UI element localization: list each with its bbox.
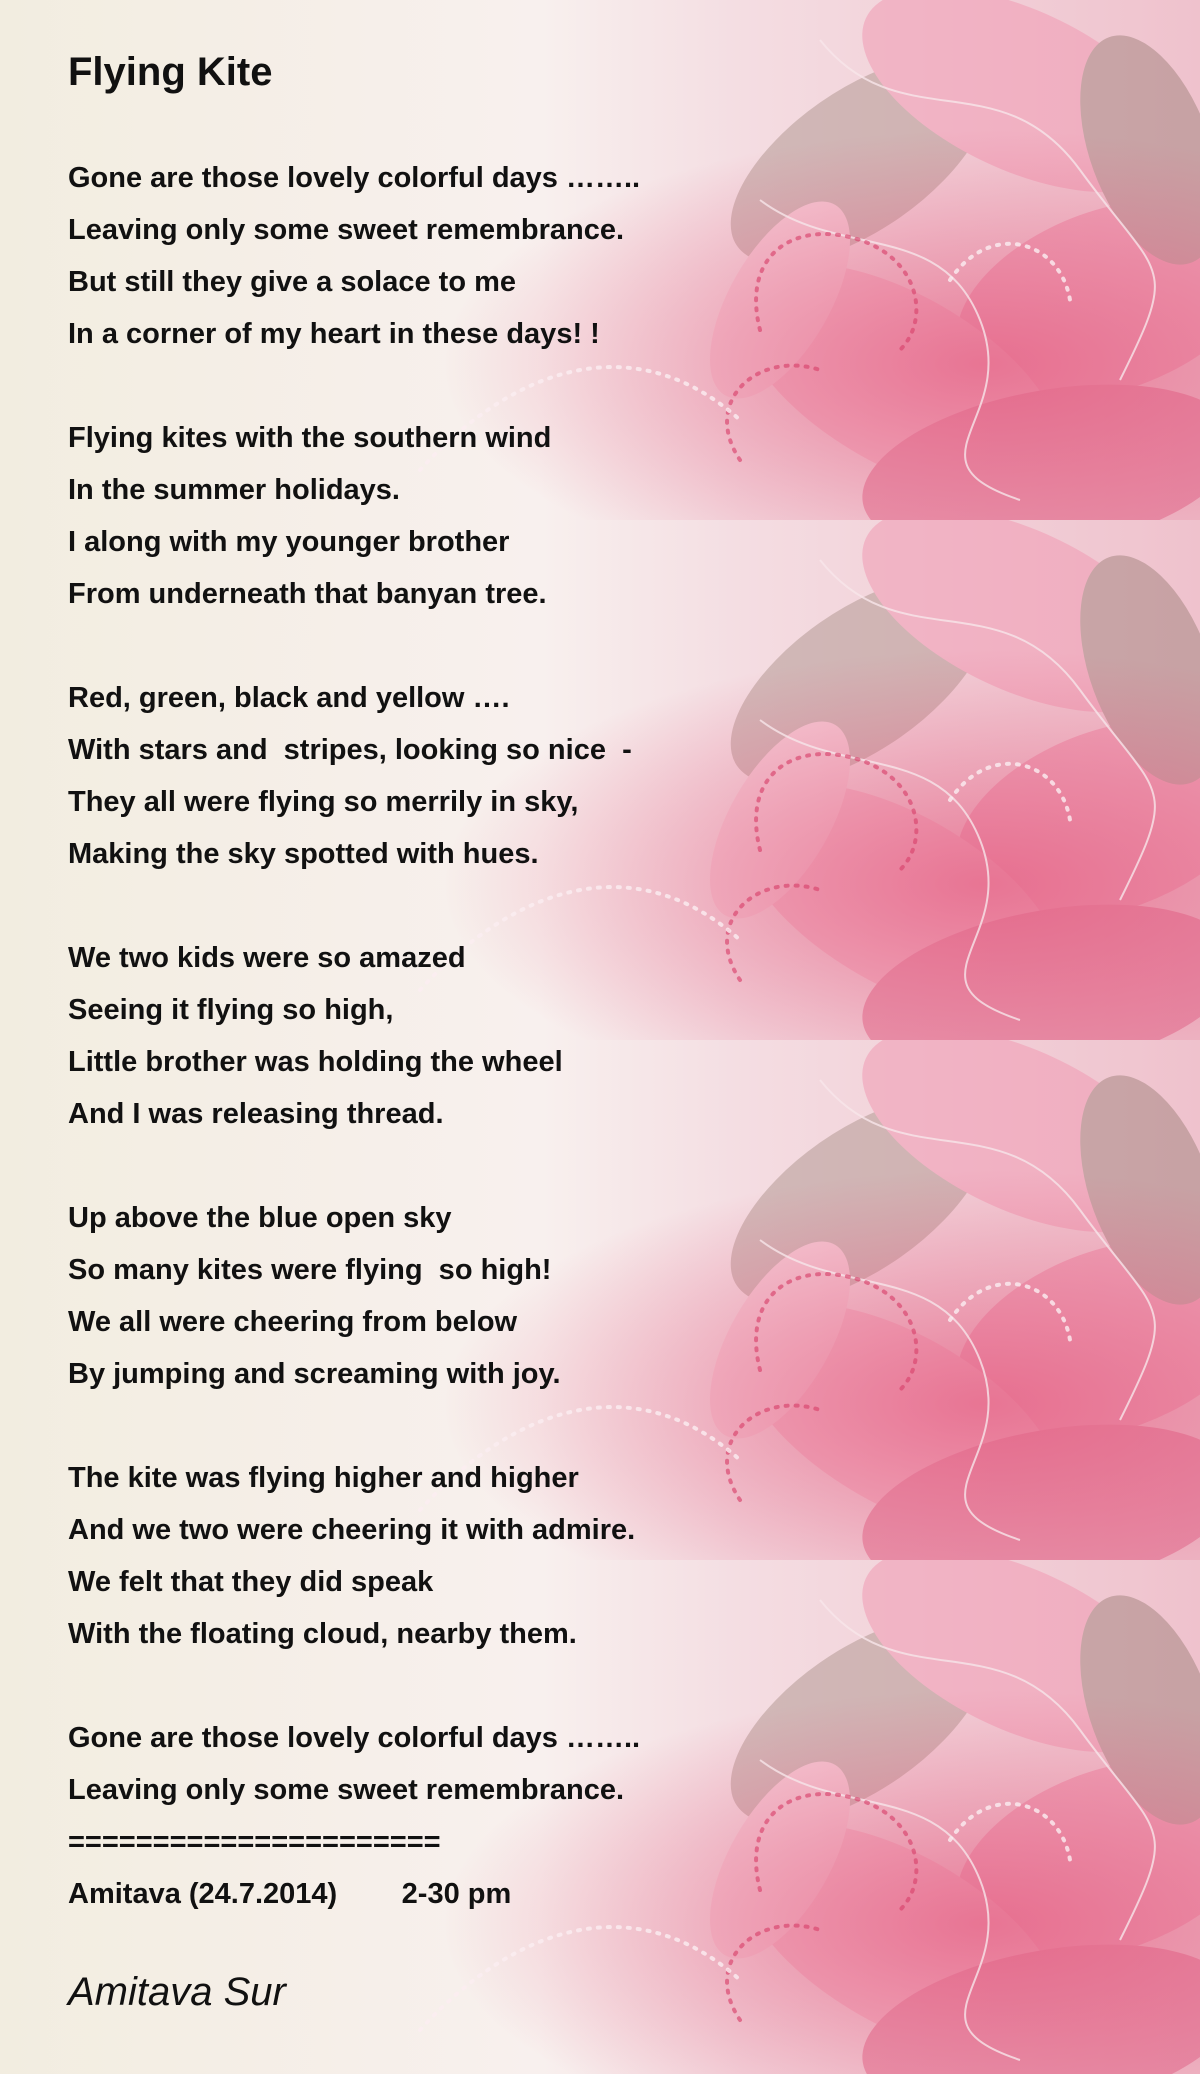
poem-line: By jumping and screaming with joy. [68,1358,561,1390]
poem-line: The kite was flying higher and higher [68,1462,579,1494]
poem-title: Flying Kite [68,50,273,94]
stanza [68,412,828,620]
poem-line: Gone are those lovely colorful days …….. [68,1722,641,1754]
poem-line: Amitava (24.7.2014) 2-30 pm [68,1878,512,1910]
stanza-gap [68,620,828,672]
stanza [68,932,828,1140]
stanza-gap [68,1660,828,1712]
poem-line: Leaving only some sweet remembrance. [68,1774,625,1806]
poem-line: In a corner of my heart in these days! ! [68,318,600,350]
stanza [68,672,828,880]
poem-line: ====================== [68,1826,441,1858]
poem-body [68,152,828,1920]
poem-line: From underneath that banyan tree. [68,578,547,610]
poem-line: With stars and stripes, looking so nice - [68,734,632,766]
stanza-gap [68,880,828,932]
poem-line: Gone are those lovely colorful days …….. [68,162,641,194]
stanza [68,1452,828,1660]
stanza [68,1712,828,1920]
poem-line: Little brother was holding the wheel [68,1046,563,1078]
poem-line: They all were flying so merrily in sky, [68,786,579,818]
poem-line: But still they give a solace to me [68,266,517,298]
poem-line: And we two were cheering it with admire. [68,1514,636,1546]
poem-line: Making the sky spotted with hues. [68,838,539,870]
poem-line: Flying kites with the southern wind [68,422,552,454]
stanza [68,1192,828,1400]
poem-author: Amitava Sur [68,1970,286,2014]
poem-line: In the summer holidays. [68,474,400,506]
poem-line: With the floating cloud, nearby them. [68,1618,577,1650]
stanza-gap [68,1400,828,1452]
poem-line: Seeing it flying so high, [68,994,394,1026]
poem-line: We two kids were so amazed [68,942,466,974]
poem-line: So many kites were flying so high! [68,1254,552,1286]
stanza-gap [68,360,828,412]
poem-line: Up above the blue open sky [68,1202,452,1234]
poem-line: I along with my younger brother [68,526,510,558]
poem-line: And I was releasing thread. [68,1098,444,1130]
poem-line: Leaving only some sweet remembrance. [68,214,625,246]
stanza [68,152,828,360]
poem-line: We felt that they did speak [68,1566,434,1598]
poem-line: We all were cheering from below [68,1306,518,1338]
stanza-gap [68,1140,828,1192]
poem-line: Red, green, black and yellow …. [68,682,510,714]
